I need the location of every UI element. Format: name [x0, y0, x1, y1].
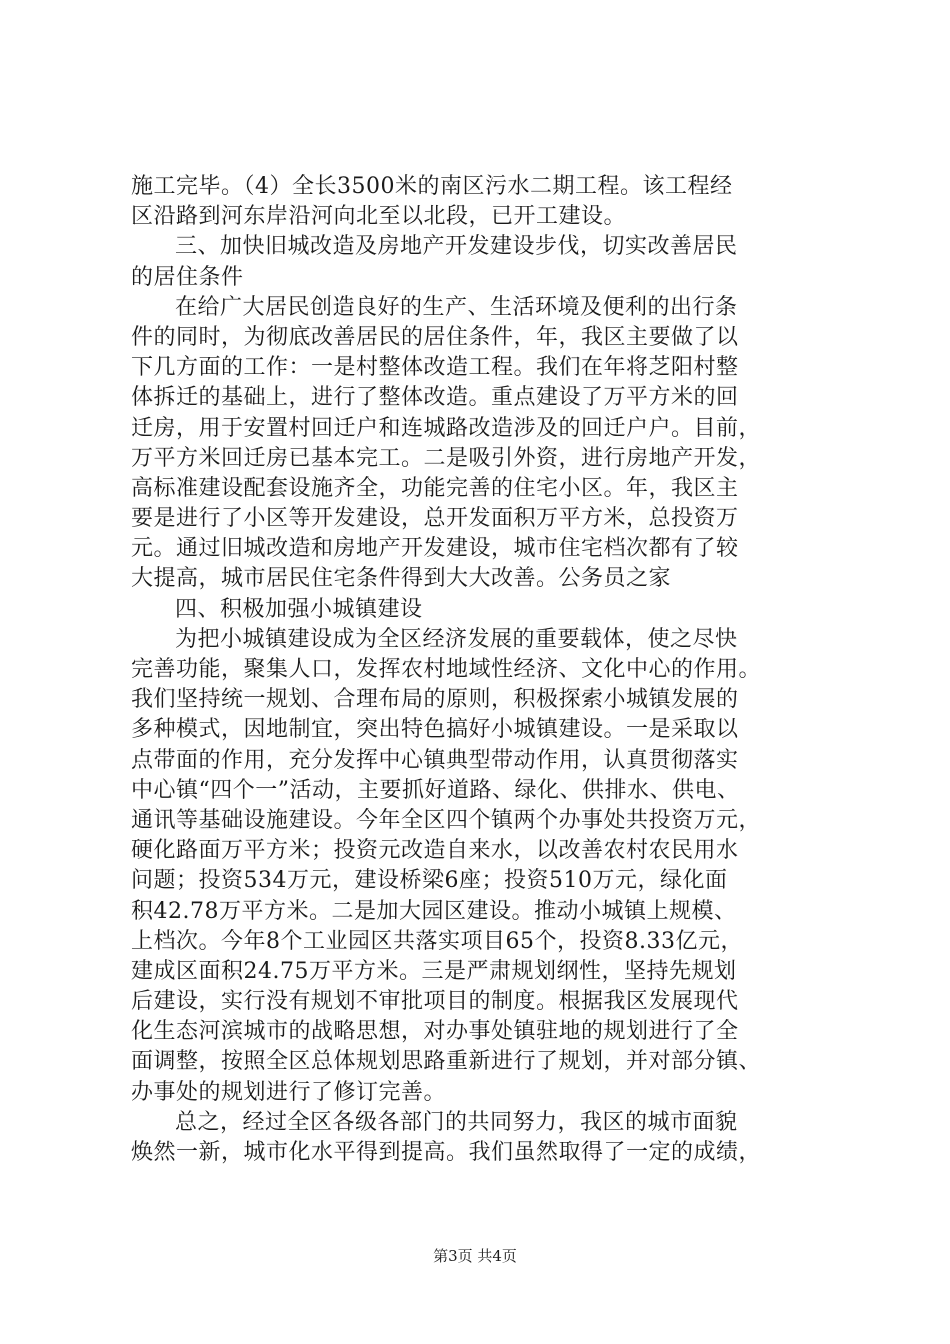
document-body	[131, 172, 831, 1168]
body-text-line: 下几方面的工作：一是村整体改造工程。我们在年将芝阳村整	[131, 355, 739, 381]
body-text-line: 迁房，用于安置村回迁户和连城路改造涉及的回迁户户。目前，	[131, 415, 762, 441]
body-text-line: 积42.78万平方米。二是加大园区建设。推动小城镇上规模、	[131, 898, 737, 924]
body-text-line: 点带面的作用，充分发挥中心镇典型带动作用，认真贯彻落实	[131, 747, 739, 773]
body-text-line: 焕然一新，城市化水平得到提高。我们虽然取得了一定的成绩，	[131, 1140, 762, 1165]
body-text-line: 施工完毕。（4）全长3500米的南区污水二期工程。该工程经	[131, 174, 733, 199]
body-text-line: 的居住条件	[131, 264, 244, 290]
body-text-line: 中心镇“四个一”活动，主要抓好道路、绿化、供排水、供电、	[131, 777, 740, 803]
body-text-line: 问题；投资534万元，建设桥梁6座；投资510万元，绿化面	[131, 868, 728, 894]
body-text-line: 硬化路面万平方米；投资元改造自来水，以改善农村农民用水	[131, 838, 739, 864]
body-text-line: 通讯等基础设施建设。今年全区四个镇两个办事处共投资万元，	[131, 807, 762, 833]
body-text-line: 我们坚持统一规划、合理布局的原则，积极探索小城镇发展的	[131, 687, 739, 713]
body-text-line: 大提高，城市居民住宅条件得到大大改善。公务员之家	[131, 566, 672, 592]
body-text-line: 件的同时，为彻底改善居民的居住条件，年，我区主要做了以	[131, 324, 739, 350]
body-text-line: 在给广大居民创造良好的生产、生活环境及便利的出行条	[175, 294, 738, 320]
body-text-line: 区沿路到河东岸沿河向北至以北段，已开工建设。	[131, 204, 627, 230]
body-text-line: 元。通过旧城改造和房地产开发建设，城市住宅档次都有了较	[131, 536, 739, 562]
body-text-line: 体拆迁的基础上，进行了整体改造。重点建设了万平方米的回	[131, 385, 739, 411]
body-text-line: 要是进行了小区等开发建设，总开发面积万平方米，总投资万	[131, 506, 739, 532]
body-text-line: 化生态河滨城市的战略思想，对办事处镇驻地的规划进行了全	[131, 1019, 739, 1045]
body-text-line: 三、加快旧城改造及房地产开发建设步伐，切实改善居民	[175, 234, 738, 260]
body-text-line: 总之，经过全区各级各部门的共同努力，我区的城市面貌	[175, 1109, 738, 1135]
body-text-line: 上档次。今年8个工业园区共落实项目65个，投资8.33亿元，	[131, 928, 743, 954]
body-text-line: 办事处的规划进行了修订完善。	[131, 1079, 447, 1105]
page-footer: 第3页 共4页	[433, 1247, 517, 1265]
body-text-line: 建成区面积24.75万平方米。三是严肃规划纲性，坚持先规划	[131, 958, 737, 984]
body-text-line: 高标准建设配套设施齐全，功能完善的住宅小区。年，我区主	[131, 475, 739, 501]
body-text-line: 多种模式，因地制宜，突出特色搞好小城镇建设。一是采取以	[131, 717, 739, 743]
body-text-line: 四、积极加强小城镇建设	[175, 596, 423, 622]
body-text-line: 面调整，按照全区总体规划思路重新进行了规划，并对部分镇、	[131, 1049, 762, 1075]
body-text-line: 万平方米回迁房已基本完工。二是吸引外资，进行房地产开发，	[131, 445, 762, 471]
body-text-line: 后建设，实行没有规划不审批项目的制度。根据我区发展现代	[131, 989, 739, 1015]
body-text-line: 完善功能，聚集人口，发挥农村地域性经济、文化中心的作用。	[131, 657, 762, 682]
body-text-line: 为把小城镇建设成为全区经济发展的重要载体，使之尽快	[175, 626, 738, 652]
